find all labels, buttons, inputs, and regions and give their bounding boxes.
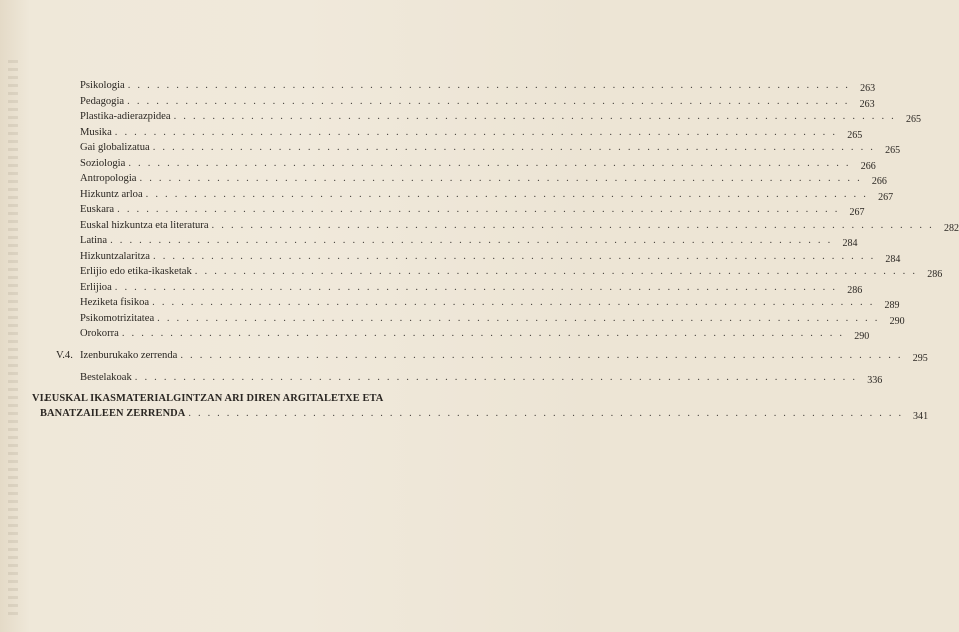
toc-entry-label: Psikomotrizitatea xyxy=(80,313,155,324)
toc-page-number: 263 xyxy=(860,83,876,94)
toc-entry xyxy=(80,188,894,203)
dot-leader: . . . . . . . . . . . . . . . . . . . . . . . . . . . . . . . . . . . . . . . . . . . . . . . . . . . . . . . . . . . . . . . . . . . . . . . . . . . xyxy=(114,282,838,293)
dot-leader: . . . . . . . . . . . . . . . . . . . . . . . . . . . . . . . . . . . . . . . . . . . . . . . . . . . . . . . . . . . . . . . . . . . . . . . . . . . xyxy=(157,313,880,324)
dot-leader: . . . . . . . . . . . . . . . . . . . . . . . . . . . . . . . . . . . . . . . . . . . . . . . . . . . . . . . . . . . . . . . . . . . . . . . . . . . xyxy=(173,111,897,122)
toc-entry-label: Erlijio edo etika-ikasketak xyxy=(80,266,192,277)
toc-entry xyxy=(80,250,901,265)
toc-entry xyxy=(80,141,901,156)
toc-entry-label: Hizkuntzalaritza xyxy=(80,251,150,262)
toc-entry-label: Musika xyxy=(80,127,112,138)
toc-entry-label: Orokorra xyxy=(80,328,119,339)
toc-section-number: V.4. xyxy=(56,350,73,361)
toc-page-number: 284 xyxy=(885,254,901,265)
toc-entry xyxy=(80,79,876,94)
toc-entry xyxy=(80,234,858,249)
toc-page-number: 295 xyxy=(912,353,928,364)
toc-entry xyxy=(80,126,863,141)
toc-entry xyxy=(80,327,870,342)
toc-entry xyxy=(80,312,905,327)
toc-entry xyxy=(80,172,887,187)
toc-page-number: 266 xyxy=(860,161,876,172)
toc-entry xyxy=(80,281,863,296)
dot-leader: . . . . . . . . . . . . . . . . . . . . . . . . . . . . . . . . . . . . . . . . . . . . . . . . . . . . . . . . . . . . . . . . . . . . . . . . . . . xyxy=(134,372,858,383)
toc-page-number: 289 xyxy=(884,300,900,311)
toc-section-v4 xyxy=(56,349,928,364)
dot-leader: . . . . . . . . . . . . . . . . . . . . . . . . . . . . . . . . . . . . . . . . . . . . . . . . . . . . . . . . . . . . . . . . . . . . . . . . . . . xyxy=(117,204,840,215)
toc-page-number: 336 xyxy=(867,375,883,386)
toc-page-number: 290 xyxy=(854,331,870,342)
toc-section-number: VI. xyxy=(32,393,47,404)
toc-page-number: 284 xyxy=(842,238,858,249)
toc-entry-label: Euskal hizkuntza eta literatura xyxy=(80,220,209,231)
toc-page-number: 265 xyxy=(885,145,901,156)
toc-section-vi-line2 xyxy=(40,407,929,422)
toc-section-title: Izenburukako zerrenda xyxy=(80,350,178,361)
dot-leader: . . . . . . . . . . . . . . . . . . . . . . . . . . . . . . . . . . . . . . . . . . . . . . . . . . . . . . . . . . . . . . . . . . . . . . . . . . . xyxy=(211,220,934,231)
toc-section-title-line2: BANATZAILEEN ZERRENDA xyxy=(40,408,186,419)
toc-entry-label: Euskara xyxy=(80,204,115,215)
dot-leader: . . . . . . . . . . . . . . . . . . . . . . . . . . . . . . . . . . . . . . . . . . . . . . . . . . . . . . . . . . . . . . . . . . . . . . . . . . . xyxy=(139,173,862,184)
dot-leader: . . . . . . . . . . . . . . . . . . . . . . . . . . . . . . . . . . . . . . . . . . . . . . . . . . . . . . . . . . . . . . . . . . . . . . . . . . . xyxy=(194,266,918,277)
dot-leader: . . . . . . . . . . . . . . . . . . . . . . . . . . . . . . . . . . . . . . . . . . . . . . . . . . . . . . . . . . . . . . . . . . . . . . . . . . . xyxy=(153,251,876,262)
toc-entry xyxy=(80,110,922,125)
toc-page-number: 286 xyxy=(847,285,863,296)
toc-page-number: 282 xyxy=(943,223,959,234)
toc-section-vi-line1 xyxy=(32,393,383,404)
toc-entry-label: Gai globalizatua xyxy=(80,142,150,153)
dot-leader: . . . . . . . . . . . . . . . . . . . . . . . . . . . . . . . . . . . . . . . . . . . . . . . . . . . . . . . . . . . . . . . . . . . . . . . . . . . xyxy=(152,142,876,153)
toc-entry-bestelakoak xyxy=(80,371,883,386)
toc-entry-label: Soziologia xyxy=(80,158,126,169)
toc-entry xyxy=(80,95,875,110)
dot-leader: . . . . . . . . . . . . . . . . . . . . . . . . . . . . . . . . . . . . . . . . . . . . . . . . . . . . . . . . . . . . . . . . . . . . . . . . . . . xyxy=(145,189,869,200)
dot-leader: . . . . . . . . . . . . . . . . . . . . . . . . . . . . . . . . . . . . . . . . . . . . . . . . . . . . . . . . . . . . . . . . . . . . . . . . . . . xyxy=(128,158,851,169)
dot-leader: . . . . . . . . . . . . . . . . . . . . . . . . . . . . . . . . . . . . . . . . . . . . . . . . . . . . . . . . . . . . . . . . . . . . . . . . . . . xyxy=(152,297,875,308)
toc-entry xyxy=(80,296,900,311)
toc-page-number: 290 xyxy=(889,316,905,327)
toc-entry-label: Bestelakoak xyxy=(80,372,132,383)
toc-page-number: 341 xyxy=(912,411,929,422)
dot-leader: . . . . . . . . . . . . . . . . . . . . . . . . . . . . . . . . . . . . . . . . . . . . . . . . . . . . . . . . . . . . . . . . . . . . . . . . . . . xyxy=(188,408,904,419)
dot-leader: . . . . . . . . . . . . . . . . . . . . . . . . . . . . . . . . . . . . . . . . . . . . . . . . . . . . . . . . . . . . . . . . . . . . . . . . . . . xyxy=(180,350,903,361)
toc-page-number: 265 xyxy=(847,130,863,141)
toc-entry-label: Erlijioa xyxy=(80,282,112,293)
toc-entry xyxy=(80,265,943,280)
toc-page-number: 267 xyxy=(878,192,894,203)
toc-page-number: 267 xyxy=(849,207,865,218)
dot-leader: . . . . . . . . . . . . . . . . . . . . . . . . . . . . . . . . . . . . . . . . . . . . . . . . . . . . . . . . . . . . . . . . . . . . . . . . . . . xyxy=(114,127,838,138)
toc-page-number: 286 xyxy=(927,269,943,280)
toc-section-label xyxy=(56,349,177,362)
toc-entry xyxy=(80,203,865,218)
toc-entry xyxy=(80,219,959,234)
dot-leader: . . . . . . . . . . . . . . . . . . . . . . . . . . . . . . . . . . . . . . . . . . . . . . . . . . . . . . . . . . . . . . . . . . . . . . . . . . . xyxy=(121,328,845,339)
toc-page-number: 266 xyxy=(871,176,887,187)
toc-entry-label: Plastika-adierazpidea xyxy=(80,111,171,122)
toc-entry xyxy=(80,157,876,172)
toc-page-number: 265 xyxy=(906,114,922,125)
dot-leader: . . . . . . . . . . . . . . . . . . . . . . . . . . . . . . . . . . . . . . . . . . . . . . . . . . . . . . . . . . . . . . . . . . . . . . . . . . . xyxy=(127,96,850,107)
toc-page-number: 263 xyxy=(859,99,875,110)
toc-entry-label: Pedagogia xyxy=(80,96,125,107)
dot-leader: . . . . . . . . . . . . . . . . . . . . . . . . . . . . . . . . . . . . . . . . . . . . . . . . . . . . . . . . . . . . . . . . . . . . . . . . . . . xyxy=(127,80,851,91)
toc-entry-label: Psikologia xyxy=(80,80,125,91)
toc-section-title-line1: EUSKAL IKASMATERIALGINTZAN ARI DIREN ARGITALETXE ETA xyxy=(44,393,384,404)
toc-entry-label: Antropologia xyxy=(80,173,137,184)
page-bleed-through xyxy=(8,60,18,620)
dot-leader: . . . . . . . . . . . . . . . . . . . . . . . . . . . . . . . . . . . . . . . . . . . . . . . . . . . . . . . . . . . . . . . . . . . . . . . . . . . xyxy=(110,235,833,246)
toc-entry-label: Hizkuntz arloa xyxy=(80,189,143,200)
toc-entry-label: Heziketa fisikoa xyxy=(80,297,150,308)
toc-entry-label: Latina xyxy=(80,235,108,246)
